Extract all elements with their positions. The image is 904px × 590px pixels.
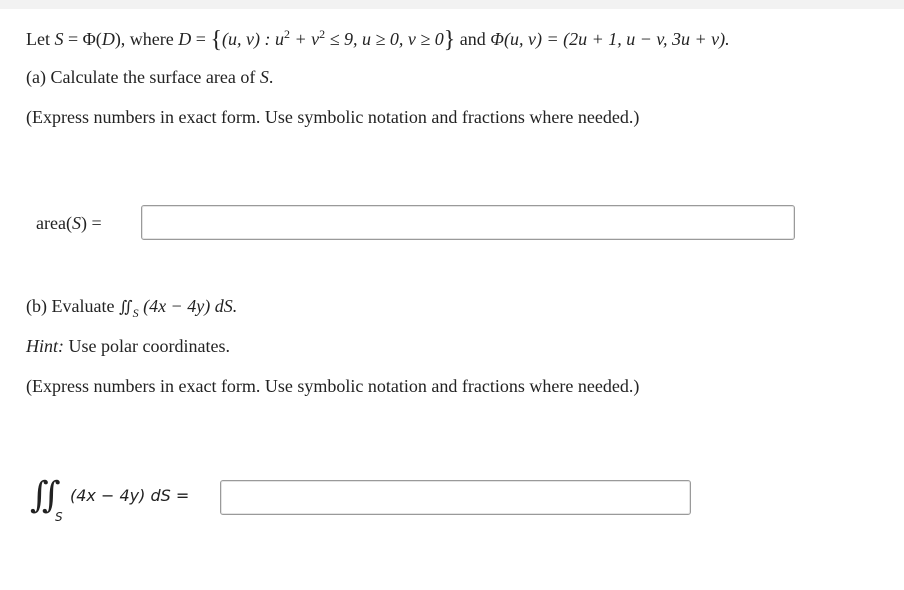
problem-statement [26,22,730,52]
intro-d2: D [178,29,192,49]
hint-text: Use polar coordinates. [64,336,230,356]
part-b-text: (b) Evaluate [26,296,119,316]
part-a-label [26,65,273,89]
set-open-brace: { [210,27,222,53]
answer-double-integral-icon: ∬ [30,475,47,516]
part-b-integrand: (4x − 4y) dS. [138,296,238,316]
intro-prefix: Let [26,29,55,49]
area-label-prefix: area( [36,213,72,233]
area-answer-label [36,211,102,235]
set-body: (u, v) : u [221,29,284,49]
area-answer-input[interactable] [141,205,795,240]
double-integral-icon: ∬ [118,297,133,316]
integral-subscript: S [132,306,139,320]
integral-answer-input[interactable] [220,480,691,515]
intro-where: ), where [114,29,179,49]
intro-eq1: = Φ( [63,29,102,49]
set-square-1: 2 [283,27,290,41]
phi-definition: Φ(u, v) = (2u + 1, u − v, 3u + v). [490,29,730,49]
part-a-instruction: (Express numbers in exact form. Use symbolic notation and fractions where needed.) [26,107,640,127]
answer-integral-subscript: S [55,510,63,524]
part-a-text: (a) Calculate the surface area of [26,67,260,87]
hint-line [26,334,230,358]
intro-d: D [101,29,115,49]
set-rest: ≤ 9, u ≥ 0, v ≥ 0 [325,29,444,49]
set-plus: + v [289,29,320,49]
part-a-end: . [268,67,274,87]
part-a-s: S [259,67,269,87]
area-label-suffix: ) = [80,213,102,233]
part-b-label [26,294,237,325]
area-label-s: S [71,213,81,233]
and-text: and [455,29,491,49]
intro-eq2: = [191,29,211,49]
top-bar [0,0,904,9]
set-close-brace: } [443,27,456,53]
part-b-instruction: (Express numbers in exact form. Use symbolic notation and fractions where needed.) [26,376,640,396]
intro-s: S [54,29,64,49]
hint-label: Hint: [26,336,64,356]
answer-integrand: (4x − 4y) dS = [70,486,190,505]
set-square-2: 2 [319,27,326,41]
